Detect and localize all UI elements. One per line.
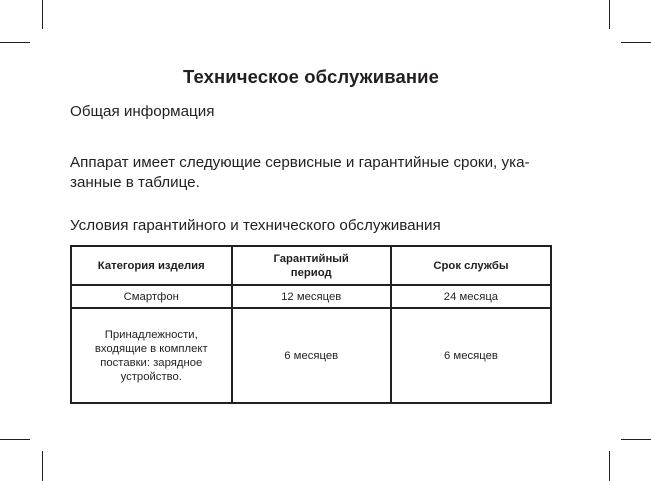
cell-category (71, 308, 232, 403)
cell-line: Принадлежности, (104, 328, 198, 341)
header-category: Категория изделия (71, 246, 232, 285)
crop-mark-bottom-left-vertical (42, 451, 43, 481)
cell-line: устройство. (120, 370, 182, 383)
cell-category: Смартфон (71, 285, 232, 308)
table-header-row (71, 246, 551, 285)
cell-service-life: 6 месяцев (391, 308, 551, 403)
crop-mark-top-right-horizontal (621, 42, 651, 43)
intro-paragraph (70, 153, 560, 192)
cell-warranty: 12 месяцев (232, 285, 391, 308)
cell-warranty: 6 месяцев (232, 308, 391, 403)
cell-line: входящие в комплект (94, 342, 208, 355)
section-subheading: Общая информация (70, 103, 215, 120)
header-service-life: Срок службы (391, 246, 551, 285)
crop-mark-top-left-horizontal (0, 42, 30, 43)
crop-mark-bottom-left-horizontal (0, 439, 30, 440)
warranty-table (70, 245, 552, 404)
header-warranty-line-1: Гарантийный (273, 252, 349, 265)
table-row (71, 308, 551, 403)
cell-service-life: 24 месяца (391, 285, 551, 308)
paragraph-line-2: занные в таблице. (70, 173, 200, 191)
crop-mark-top-right-vertical (609, 0, 610, 29)
crop-mark-bottom-right-vertical (609, 451, 610, 481)
conditions-heading: Условия гарантийного и технического обслуживания (70, 217, 441, 234)
page-title: Техническое обслуживание (182, 66, 440, 87)
header-warranty-line-2: период (290, 266, 332, 279)
crop-mark-bottom-right-horizontal (621, 439, 651, 440)
table-row (71, 285, 551, 308)
crop-mark-top-left-vertical (42, 0, 43, 29)
header-warranty-period (232, 246, 391, 285)
paragraph-line-1: Аппарат имеет следующие сервисные и гарантийные сроки, ука- (70, 154, 530, 171)
cell-line: поставки: зарядное (100, 356, 203, 369)
